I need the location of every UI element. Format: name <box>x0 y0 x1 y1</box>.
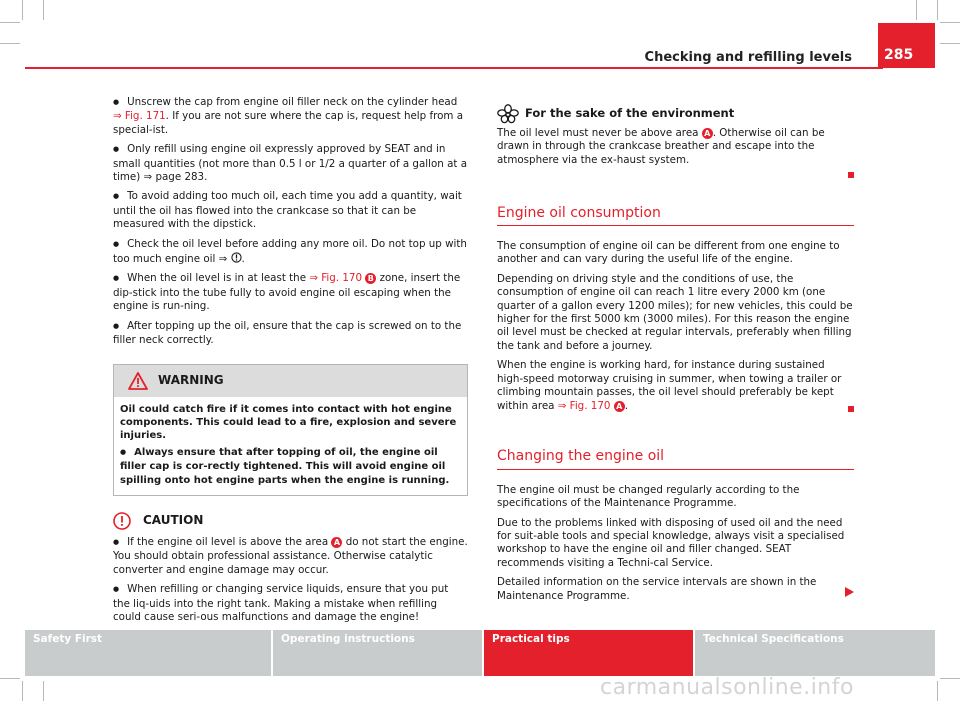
paragraph: The consumption of engine oil can be different from one engine to another and can vary during the useful life of the engine. <box>497 240 840 266</box>
crop-mark <box>22 0 23 20</box>
crop-mark <box>940 22 960 23</box>
continue-arrow-icon <box>845 587 854 597</box>
crop-mark <box>0 43 20 44</box>
list-item: ● After topping up the oil, ensure that the cap is screwed on to the filler neck correctly. <box>113 320 468 348</box>
section-end-mark <box>848 406 854 412</box>
warning-header <box>114 365 467 397</box>
list-item: ● Unscrew the cap from engine oil filler neck on the cylinder head ⇒ Fig. 171. If you are not sure where the cap is, request help from a special-ist. <box>113 96 468 137</box>
environment-flower-icon <box>497 104 519 124</box>
figure-link[interactable]: ⇒ Fig. 170 <box>557 399 611 412</box>
footer-tab-safety-first[interactable]: Safety First <box>25 630 271 676</box>
paragraph: Detailed information on the service intervals are shown in the Maintenance Programme. <box>497 576 817 602</box>
caution-ref-icon[interactable] <box>231 252 242 263</box>
crop-mark <box>940 43 960 44</box>
section-end-mark <box>848 172 854 178</box>
environment-header <box>497 104 854 124</box>
marker-b: B <box>365 273 376 284</box>
heading-rule <box>497 225 854 226</box>
marker-a: A <box>614 401 625 412</box>
caution-title: CAUTION <box>143 513 204 528</box>
crop-mark <box>0 678 20 679</box>
environment-title: For the sake of the environment <box>525 106 735 121</box>
crop-mark <box>940 678 960 679</box>
warning-text: Oil could catch fire if it comes into contact with hot engine components. This could lead to a fire, explosion and severe injuries. <box>120 403 457 442</box>
left-column <box>113 96 468 630</box>
caution-icon <box>113 512 131 530</box>
section-heading: Changing the engine oil <box>497 448 665 465</box>
warning-box <box>113 364 468 496</box>
paragraph: Due to the problems linked with disposing of used oil and the need for suit-able tools and special knowledge, always visit a specialised workshop to have the engine oil and filler changed. SEAT recommends visiting a Techni-cal Service. <box>497 516 845 569</box>
crop-mark <box>0 22 20 23</box>
crop-mark <box>22 681 23 701</box>
footer-tab-technical-specifications[interactable]: Technical Specifications <box>695 630 935 676</box>
crop-mark <box>43 681 44 701</box>
crop-mark <box>43 0 44 20</box>
figure-link[interactable]: ⇒ Fig. 170 <box>309 272 362 285</box>
section-heading: Engine oil consumption <box>497 204 661 221</box>
paragraph: The engine oil must be changed regularly according to the specifications of the Maintenance Programme. <box>497 483 800 510</box>
watermark: carmanualsonline.info <box>600 675 854 700</box>
footer-tab-operating-instructions[interactable]: Operating instructions <box>273 630 482 676</box>
crop-mark <box>937 0 938 20</box>
marker-a: A <box>702 128 713 139</box>
list-item: ● Check the oil level before adding any more oil. Do not top up with too much engine oil ⇒ . <box>113 238 468 267</box>
header-rule <box>25 67 883 69</box>
list-item: ● Only refill using engine oil expressly approved by SEAT and in small quantities (not more than 0.5 l or 1/2 a quarter of a gallon at a time) ⇒ page 283. <box>113 143 468 184</box>
warning-triangle-icon <box>128 372 148 390</box>
list-item: ● When the oil level is in at least the ⇒ Fig. 170 B zone, insert the dip-stick into the tube fully to avoid engine oil escaping when the engine is run-ning. <box>113 272 468 313</box>
warning-title: WARNING <box>158 372 224 387</box>
caution-header <box>113 512 468 530</box>
warning-bullet: ● Always ensure that after topping of oil, the engine oil filler cap is cor-rectly tightened. This will avoid engine oil spilling onto hot engine parts when the engine is running. <box>120 446 461 487</box>
page-title: Checking and refilling levels <box>644 50 852 65</box>
page-number: 285 <box>878 23 935 68</box>
marker-a: A <box>331 537 342 548</box>
list-item: ● To avoid adding too much oil, each time you add a quantity, wait until the oil has flowed into the crankcase so that it can be measured with the dipstick. <box>113 190 468 231</box>
warning-body <box>114 397 467 495</box>
paragraph: When the engine is working hard, for instance during sustained high-speed motorway cruising in summer, when towing a trailer or climbing mountain passes, the oil level should preferably be kept within area ⇒ Fig. 170 A . <box>497 359 842 412</box>
environment-text: The oil level must never be above area A . Otherwise oil can be drawn in through the crankcase breather and escape into the atmosphere via the ex-haust system. <box>497 127 825 166</box>
paragraph: Depending on driving style and the conditions of use, the consumption of engine oil can reach 1 litre every 2000 km (one quarter of a gallon every 1200 miles); for new vehicles, this could be higher for the first 5000 km (3000 miles). For this reason the engine oil level must be checked at regular intervals, preferably when filling the tank and before a journey. <box>497 272 853 352</box>
figure-link[interactable]: ⇒ Fig. 171 <box>113 110 166 123</box>
right-column <box>497 104 854 601</box>
list-item: ● If the engine oil level is above the area A do not start the engine. You should obtain professional assistance. Otherwise catalytic converter and engine damage may occur. <box>113 536 468 577</box>
heading-rule <box>497 469 854 470</box>
footer-tab-practical-tips[interactable]: Practical tips <box>484 630 693 676</box>
crop-mark <box>916 0 917 20</box>
crop-mark <box>937 681 938 701</box>
list-item: ● When refilling or changing service liquids, ensure that you put the liq-uids into the right tank. Making a mistake when refilling could cause seri-ous malfunctions and damage the engine! <box>113 583 468 624</box>
